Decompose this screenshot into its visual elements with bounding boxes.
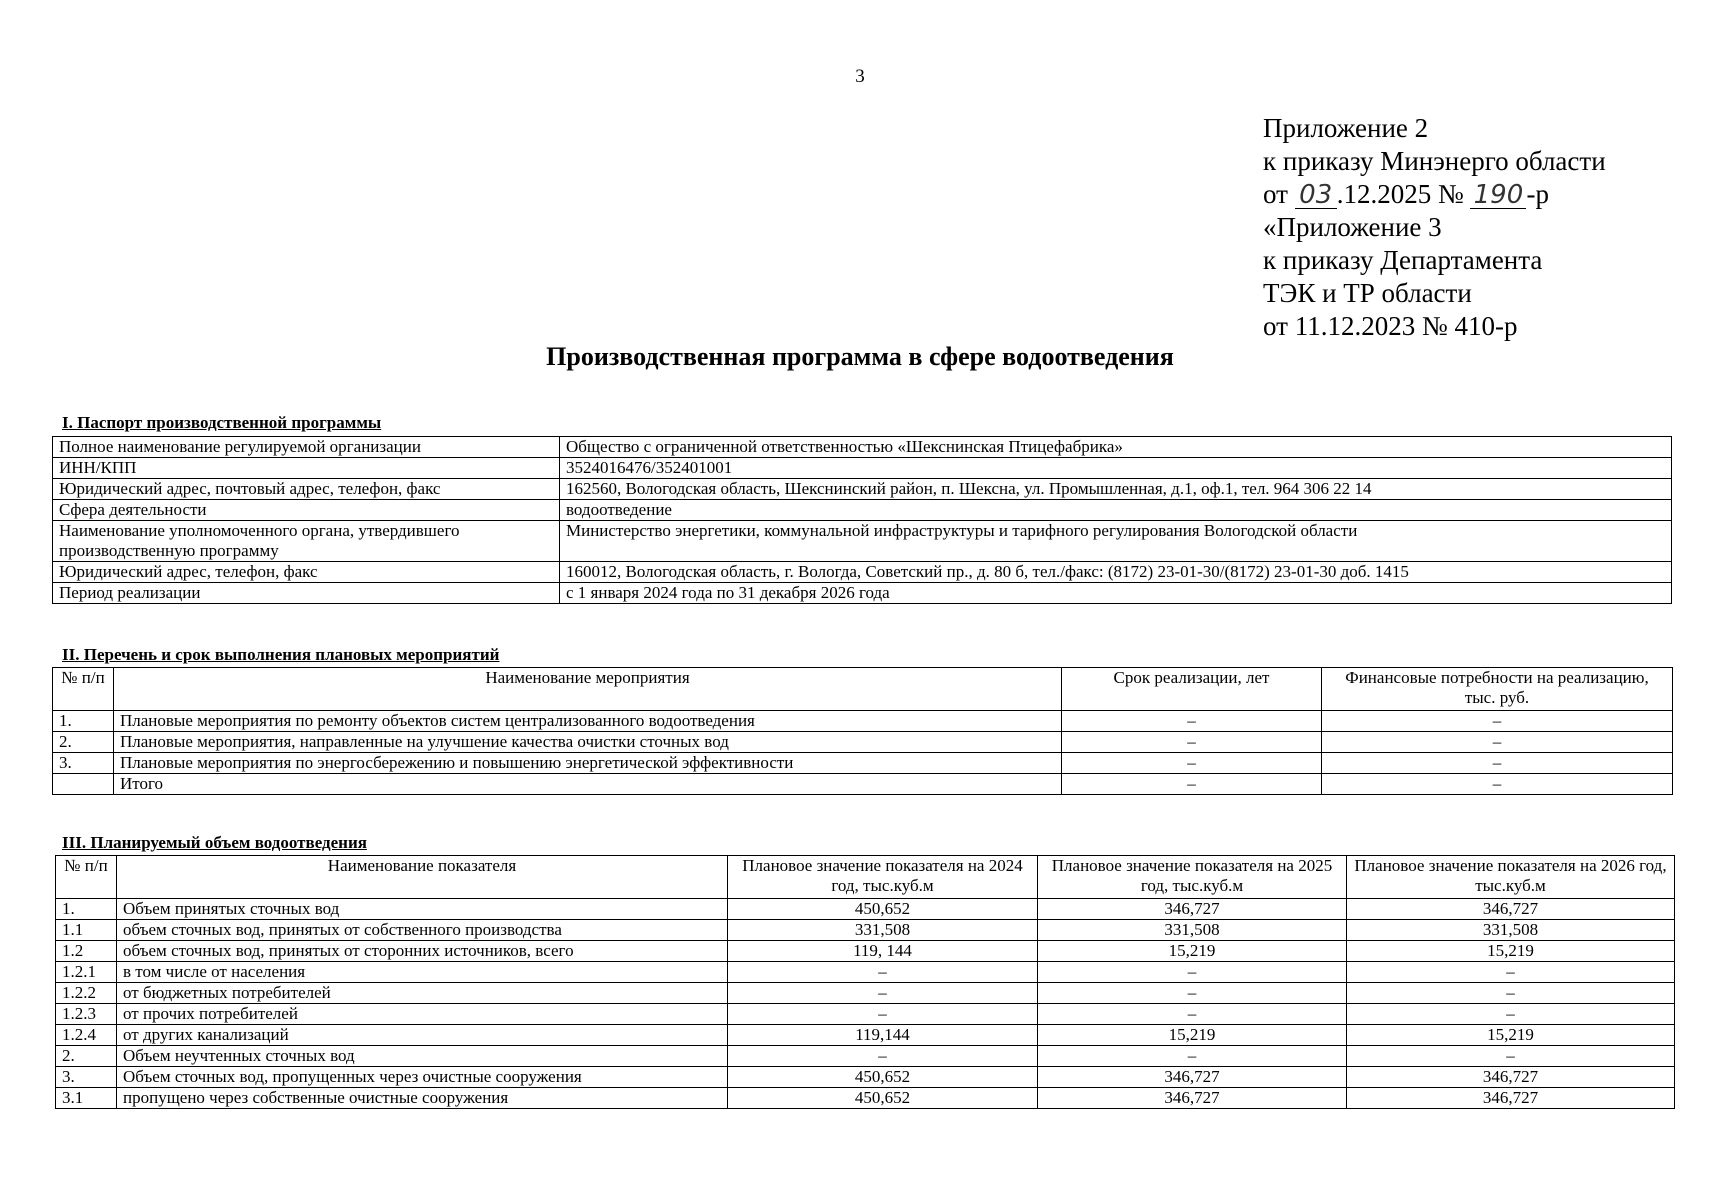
- row-value-2025: –: [1038, 962, 1347, 983]
- row-value-2026: 346,727: [1347, 899, 1675, 920]
- row-finance: –: [1322, 753, 1673, 774]
- passport-table: [52, 436, 1672, 604]
- row-num: 3.: [53, 753, 114, 774]
- table-row: [53, 437, 1672, 458]
- appendix-line-2: к приказу Минэнерго области: [1263, 146, 1606, 176]
- row-num: 1.2: [56, 941, 117, 962]
- header-indicator-name: Наименование показателя: [117, 856, 728, 899]
- table-row: [56, 899, 1675, 920]
- row-label: Юридический адрес, телефон, факс: [53, 562, 560, 583]
- row-value-2026: 331,508: [1347, 920, 1675, 941]
- row-value-2026: –: [1347, 1046, 1675, 1067]
- row-indicator-name: объем сточных вод, принятых от сторонних источников, всего: [117, 941, 728, 962]
- row-num: 1.: [56, 899, 117, 920]
- row-activity-name: Плановые мероприятия по энергосбережению и повышению энергетической эффективности: [114, 753, 1062, 774]
- row-activity-name: Плановые мероприятия по ремонту объектов систем централизованного водоотведения: [114, 711, 1062, 732]
- table-row: [53, 458, 1672, 479]
- table-header-row: [56, 856, 1675, 899]
- header-2026: Плановое значение показателя на 2026 год, тыс.куб.м: [1347, 856, 1675, 899]
- row-value-2025: –: [1038, 1004, 1347, 1025]
- row-value: Общество с ограниченной ответственностью «Шекснинская Птицефабрика»: [560, 437, 1672, 458]
- appendix-line-4: «Приложение 3: [1263, 212, 1442, 242]
- row-value: с 1 января 2024 года по 31 декабря 2026 года: [560, 583, 1672, 604]
- appendix-suffix: -р: [1526, 179, 1549, 209]
- row-term: –: [1062, 711, 1322, 732]
- row-label: Юридический адрес, почтовый адрес, телефон, факс: [53, 479, 560, 500]
- appendix-block: [1263, 112, 1606, 343]
- row-value-2026: –: [1347, 1004, 1675, 1025]
- row-value-2025: 15,219: [1038, 1025, 1347, 1046]
- row-num: 3.: [56, 1067, 117, 1088]
- table-row: [56, 920, 1675, 941]
- row-indicator-name: в том числе от населения: [117, 962, 728, 983]
- row-value-2025: 346,727: [1038, 1067, 1347, 1088]
- handwritten-order-number: 190: [1470, 182, 1526, 209]
- row-value-2024: –: [728, 1004, 1038, 1025]
- row-term: –: [1062, 753, 1322, 774]
- row-value-2026: –: [1347, 962, 1675, 983]
- table-row: [53, 753, 1673, 774]
- table-header-row: [53, 668, 1673, 711]
- row-num: 1.2.1: [56, 962, 117, 983]
- row-num: 3.1: [56, 1088, 117, 1109]
- row-label: Период реализации: [53, 583, 560, 604]
- row-value-2025: 346,727: [1038, 1088, 1347, 1109]
- row-indicator-name: от бюджетных потребителей: [117, 983, 728, 1004]
- row-value-2026: 15,219: [1347, 941, 1675, 962]
- table-row: [53, 562, 1672, 583]
- appendix-line-7: от 11.12.2023 № 410-р: [1263, 311, 1518, 341]
- table-row: [56, 1088, 1675, 1109]
- row-indicator-name: пропущено через собственные очистные сооружения: [117, 1088, 728, 1109]
- row-value-2024: 119, 144: [728, 941, 1038, 962]
- table-row: [56, 941, 1675, 962]
- section-2-title: II. Перечень и срок выполнения плановых мероприятий: [62, 645, 500, 664]
- table-row: [56, 1067, 1675, 1088]
- row-value-2026: –: [1347, 983, 1675, 1004]
- row-value: водоотведение: [560, 500, 1672, 521]
- appendix-line-3: [1263, 178, 1606, 211]
- row-value-2025: 15,219: [1038, 941, 1347, 962]
- table-row: [56, 1025, 1675, 1046]
- appendix-from-prefix: от: [1263, 179, 1295, 209]
- table-row: [53, 479, 1672, 500]
- row-num: 2.: [56, 1046, 117, 1067]
- row-value-2025: 331,508: [1038, 920, 1347, 941]
- row-indicator-name: Объем принятых сточных вод: [117, 899, 728, 920]
- row-finance: –: [1322, 732, 1673, 753]
- row-value-2024: 331,508: [728, 920, 1038, 941]
- appendix-line-1: Приложение 2: [1263, 113, 1429, 143]
- row-indicator-name: от прочих потребителей: [117, 1004, 728, 1025]
- row-value-2026: 15,219: [1347, 1025, 1675, 1046]
- row-num: 1.2.3: [56, 1004, 117, 1025]
- row-term: –: [1062, 774, 1322, 795]
- row-activity-name: Итого: [114, 774, 1062, 795]
- table-row: [53, 583, 1672, 604]
- page-number: 3: [855, 66, 865, 87]
- handwritten-day: 03: [1295, 182, 1337, 209]
- header-2025: Плановое значение показателя на 2025 год, тыс.куб.м: [1038, 856, 1347, 899]
- row-indicator-name: Объем сточных вод, пропущенных через очистные сооружения: [117, 1067, 728, 1088]
- row-value-2024: 450,652: [728, 899, 1038, 920]
- table-row: [53, 732, 1673, 753]
- row-value-2024: –: [728, 983, 1038, 1004]
- row-value: 3524016476/352401001: [560, 458, 1672, 479]
- row-indicator-name: Объем неучтенных сточных вод: [117, 1046, 728, 1067]
- row-num: 1.: [53, 711, 114, 732]
- row-indicator-name: от других канализаций: [117, 1025, 728, 1046]
- row-num: 2.: [53, 732, 114, 753]
- table-row: [56, 983, 1675, 1004]
- row-value: 160012, Вологодская область, г. Вологда, Советский пр., д. 80 б, тел./факс: (8172) 23-01-30/(8172) 23-01-30 доб. 1415: [560, 562, 1672, 583]
- row-value-2024: 450,652: [728, 1067, 1038, 1088]
- section-3-title: III. Планируемый объем водоотведения: [62, 833, 367, 852]
- row-value-2025: –: [1038, 983, 1347, 1004]
- row-value: Министерство энергетики, коммунальной инфраструктуры и тарифного регулирования Вологодской области: [560, 521, 1672, 562]
- table-row: [53, 711, 1673, 732]
- activities-table: [52, 667, 1673, 795]
- row-num: 1.2.2: [56, 983, 117, 1004]
- row-label: Наименование уполномоченного органа, утвердившего производственную программу: [53, 521, 560, 562]
- row-activity-name: Плановые мероприятия, направленные на улучшение качества очистки сточных вод: [114, 732, 1062, 753]
- table-row: [53, 774, 1673, 795]
- row-num: 1.1: [56, 920, 117, 941]
- row-value: 162560, Вологодская область, Шекснинский район, п. Шексна, ул. Промышленная, д.1, оф.1, тел. 964 306 22 14: [560, 479, 1672, 500]
- row-indicator-name: объем сточных вод, принятых от собственного производства: [117, 920, 728, 941]
- header-num: № п/п: [53, 668, 114, 711]
- header-2024: Плановое значение показателя на 2024 год, тыс.куб.м: [728, 856, 1038, 899]
- row-value-2024: 119,144: [728, 1025, 1038, 1046]
- row-value-2024: 450,652: [728, 1088, 1038, 1109]
- document-title: Производственная программа в сфере водоотведения: [546, 342, 1174, 371]
- header-num: № п/п: [56, 856, 117, 899]
- row-label: Полное наименование регулируемой организации: [53, 437, 560, 458]
- row-finance: –: [1322, 774, 1673, 795]
- volume-table: [55, 855, 1675, 1109]
- table-row: [53, 500, 1672, 521]
- table-row: [53, 521, 1672, 562]
- row-value-2025: 346,727: [1038, 899, 1347, 920]
- header-activity-name: Наименование мероприятия: [114, 668, 1062, 711]
- header-finance: Финансовые потребности на реализацию, тыс. руб.: [1322, 668, 1673, 711]
- header-term: Срок реализации, лет: [1062, 668, 1322, 711]
- table-row: [56, 1046, 1675, 1067]
- row-term: –: [1062, 732, 1322, 753]
- appendix-line-5: к приказу Департамента: [1263, 245, 1543, 275]
- row-num: [53, 774, 114, 795]
- row-value-2025: –: [1038, 1046, 1347, 1067]
- row-value-2024: –: [728, 1046, 1038, 1067]
- row-finance: –: [1322, 711, 1673, 732]
- row-value-2026: 346,727: [1347, 1088, 1675, 1109]
- row-value-2026: 346,727: [1347, 1067, 1675, 1088]
- appendix-line-6: ТЭК и ТР области: [1263, 278, 1472, 308]
- row-num: 1.2.4: [56, 1025, 117, 1046]
- table-row: [56, 962, 1675, 983]
- section-1-title: I. Паспорт производственной программы: [62, 413, 382, 432]
- row-label: ИНН/КПП: [53, 458, 560, 479]
- table-row: [56, 1004, 1675, 1025]
- appendix-date-mid: .12.2025 №: [1336, 179, 1471, 209]
- row-value-2024: –: [728, 962, 1038, 983]
- row-label: Сфера деятельности: [53, 500, 560, 521]
